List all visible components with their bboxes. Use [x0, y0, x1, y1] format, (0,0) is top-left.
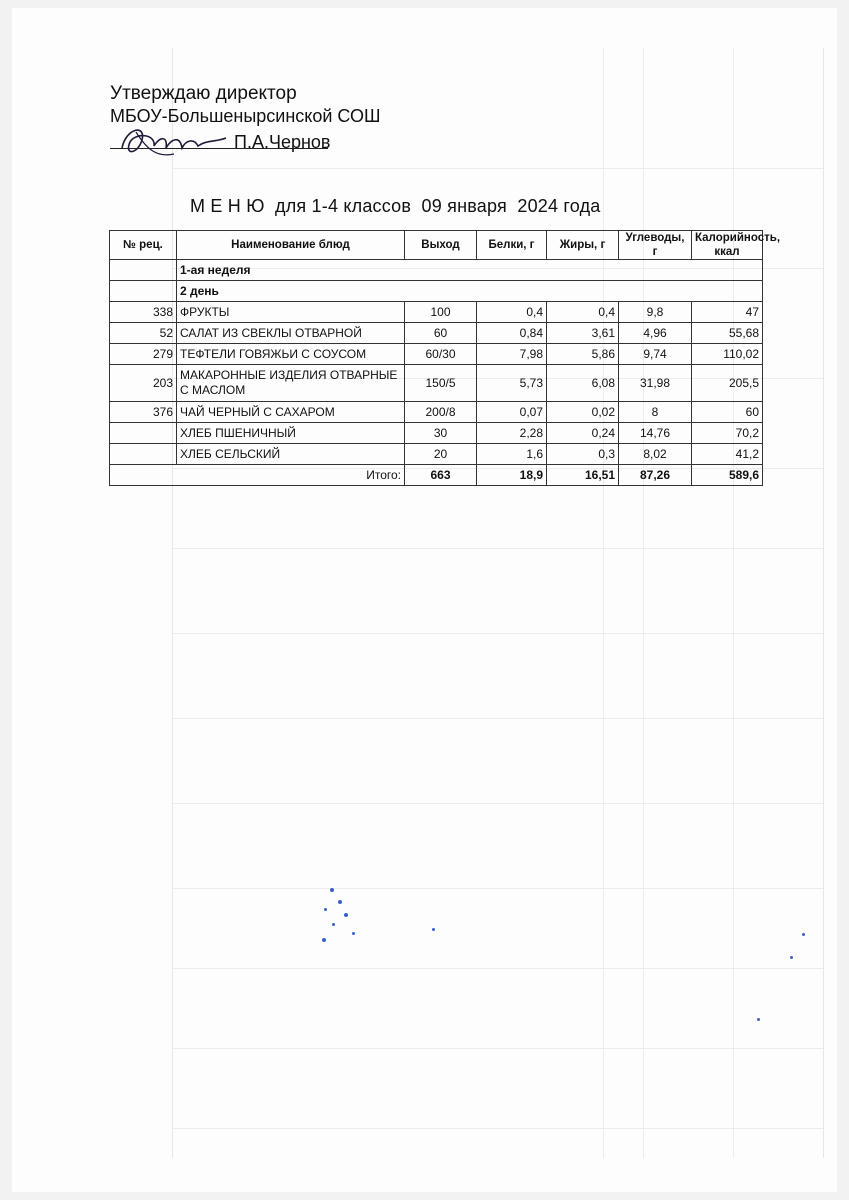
cell-carbs: 9,74: [619, 344, 692, 365]
day-label: 2 день: [177, 281, 763, 302]
header-carbs: Углеводы, г: [619, 231, 692, 260]
menu-table: [109, 230, 781, 486]
cell-output: 200/8: [405, 402, 477, 423]
cell-name: ТЕФТЕЛИ ГОВЯЖЬИ С СОУСОМ: [177, 344, 405, 365]
school-name: МБОУ-Большенырсинской СОШ: [110, 106, 381, 126]
cell-kcal: 55,68: [692, 323, 763, 344]
cell-rec: 338: [110, 302, 177, 323]
cell-rec: 203: [110, 365, 177, 402]
cell-rec: [110, 423, 177, 444]
cell-fat: 0,24: [547, 423, 619, 444]
week-label: 1-ая неделя: [177, 260, 763, 281]
cell-kcal: 41,2: [692, 444, 763, 465]
cell-carbs: 4,96: [619, 323, 692, 344]
cell-rec: 376: [110, 402, 177, 423]
header-fat: Жиры, г: [547, 231, 619, 260]
cell-name: ФРУКТЫ: [177, 302, 405, 323]
total-protein: 18,9: [477, 465, 547, 486]
cell-carbs: 14,76: [619, 423, 692, 444]
cell-protein: 0,84: [477, 323, 547, 344]
cell-kcal: 205,5: [692, 365, 763, 402]
cell-output: 60/30: [405, 344, 477, 365]
table-row: [110, 302, 763, 323]
cell-fat: 5,86: [547, 344, 619, 365]
header-name: Наименование блюд: [177, 231, 405, 260]
day-row: [110, 281, 763, 302]
cell-carbs: 9,8: [619, 302, 692, 323]
cell-fat: 0,02: [547, 402, 619, 423]
cell-carbs: 31,98: [619, 365, 692, 402]
cell-rec: 279: [110, 344, 177, 365]
cell-output: 60: [405, 323, 477, 344]
table-row: [110, 423, 763, 444]
cell-name: ХЛЕБ ПШЕНИЧНЫЙ: [177, 423, 405, 444]
cell-output: 150/5: [405, 365, 477, 402]
cell-protein: 5,73: [477, 365, 547, 402]
header-rec: № рец.: [110, 231, 177, 260]
table-row: [110, 365, 763, 402]
header-kcal: Калорийность, ккал: [692, 231, 763, 260]
cell-output: 100: [405, 302, 477, 323]
signer-name: П.А.Чернов: [234, 132, 331, 152]
approval-title: Утверждаю директор: [110, 83, 297, 104]
menu-title: М Е Н Ю для 1-4 классов 09 января 2024 года: [190, 196, 601, 216]
cell-fat: 3,61: [547, 323, 619, 344]
total-output: 663: [405, 465, 477, 486]
total-carbs: 87,26: [619, 465, 692, 486]
table-row: [110, 323, 763, 344]
table-row: [110, 344, 763, 365]
cell-fat: 0,3: [547, 444, 619, 465]
signature-icon: [116, 118, 236, 162]
cell-output: 30: [405, 423, 477, 444]
cell-carbs: 8,02: [619, 444, 692, 465]
cell-output: 20: [405, 444, 477, 465]
cell-carbs: 8: [619, 402, 692, 423]
table-row: [110, 444, 763, 465]
table-row: [110, 402, 763, 423]
cell-protein: 2,28: [477, 423, 547, 444]
total-row: [110, 465, 763, 486]
total-label: Итого:: [110, 465, 405, 486]
header-protein: Белки, г: [477, 231, 547, 260]
cell-name: ЧАЙ ЧЕРНЫЙ С САХАРОМ: [177, 402, 405, 423]
cell-kcal: 110,02: [692, 344, 763, 365]
total-fat: 16,51: [547, 465, 619, 486]
cell-kcal: 47: [692, 302, 763, 323]
header-output: Выход: [405, 231, 477, 260]
cell-name: САЛАТ ИЗ СВЕКЛЫ ОТВАРНОЙ: [177, 323, 405, 344]
cell-protein: 7,98: [477, 344, 547, 365]
cell-kcal: 60: [692, 402, 763, 423]
cell-name: ХЛЕБ СЕЛЬСКИЙ: [177, 444, 405, 465]
cell-rec: [110, 444, 177, 465]
cell-protein: 0,07: [477, 402, 547, 423]
cell-fat: 6,08: [547, 365, 619, 402]
document-page: [12, 8, 837, 1192]
cell-fat: 0,4: [547, 302, 619, 323]
cell-protein: 1,6: [477, 444, 547, 465]
total-kcal: 589,6: [692, 465, 763, 486]
cell-name: МАКАРОННЫЕ ИЗДЕЛИЯ ОТВАРНЫЕ С МАСЛОМ: [177, 365, 405, 402]
week-row: [110, 260, 763, 281]
cell-kcal: 70,2: [692, 423, 763, 444]
cell-protein: 0,4: [477, 302, 547, 323]
cell-rec: 52: [110, 323, 177, 344]
